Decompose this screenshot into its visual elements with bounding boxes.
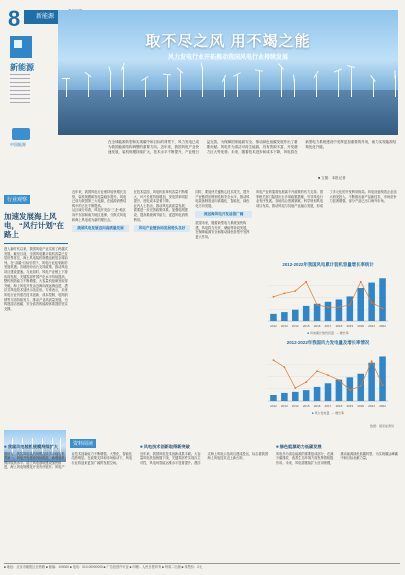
left-article xyxy=(4,188,68,424)
wind-turbine-icon xyxy=(259,71,260,97)
legend-label: 增长率 xyxy=(339,331,349,335)
growth-rate-point xyxy=(349,389,351,391)
x-tick-label: 2021 xyxy=(368,324,375,328)
section-name: 新能源 xyxy=(10,63,34,72)
x-tick-label: 2017 xyxy=(324,324,332,328)
left-article-title: 加速发展海上风电，“风行计划”在路上 xyxy=(4,212,64,239)
wind-turbine-icon xyxy=(66,79,67,97)
x-tick-label: 2015 xyxy=(302,324,310,328)
growth-rate-point xyxy=(283,366,285,368)
chart-bar xyxy=(314,304,321,321)
growth-rate-point xyxy=(338,306,340,308)
legend-label: 增长率 xyxy=(335,411,345,415)
growth-rate-point xyxy=(338,379,340,381)
hero-subtitle: 风力发电行业开拓推动我国风电行业持续发展 xyxy=(167,55,288,61)
hero-title: 取不尽之风 用不竭之能 xyxy=(145,33,311,50)
chart-bar xyxy=(292,310,299,321)
x-tick-label: 2012 xyxy=(270,404,277,408)
chart-bar xyxy=(325,383,332,401)
publication-logo-text: 中国能源 xyxy=(10,142,26,147)
chart-2-title: 2012-2022年我国风力发电量及增长率情况 xyxy=(286,340,370,345)
paragraph: 从区域分布看，风电开发由“三北”地区向中东部和南方地区延伸，分散式风电和海上风电成为新的增长点。 xyxy=(72,208,127,222)
chart-bar xyxy=(336,299,343,321)
x-tick-label: 2019 xyxy=(346,324,354,328)
wind-turbine-icon xyxy=(88,75,89,97)
wind-turbine-icon xyxy=(351,67,352,97)
section-tag: 新能源 xyxy=(24,10,66,24)
paragraph: 在技术层面，风电机组单机容量不断增大，叶片长度持续增加，发电效率明显提升，度电成本显著下降。 xyxy=(133,190,188,204)
chart-bar xyxy=(270,395,277,401)
bottom-article-2-head: ■ 风电技术创新取得新突破 xyxy=(140,445,270,450)
growth-rate-point xyxy=(371,360,373,362)
chart-1-legend: ■ 风电累计装机容量 — 增长率 xyxy=(307,331,349,335)
hero-sea xyxy=(58,90,398,135)
chart-bar xyxy=(379,356,386,401)
left-article-tag: 行业观察 xyxy=(4,195,30,204)
wind-turbine-icon xyxy=(224,79,225,97)
growth-rate-point xyxy=(349,304,351,306)
chart-bar xyxy=(292,392,299,401)
paragraph: 业内人士指出，推动风电高质量发展，需要进一步完善政策体系，加强电网建设，提高系统调节能力，促进风电消纳利用。 xyxy=(133,203,188,222)
chart-1-title: 2012-2022年我国风电累计装机容量增长率统计 xyxy=(282,262,374,267)
wind-turbine-icon xyxy=(316,75,317,97)
growth-rate-point xyxy=(294,387,296,389)
growth-rate-point xyxy=(327,306,329,308)
x-tick-label: 2018 xyxy=(335,404,343,408)
bottom-article-3-body: 风电作为清洁能源的重要组成部分，在减少碳排放、改善生态环境方面发挥着积极作用。未来，风电将继续扩大应用规模，推动能源绿色低碳转型，为实现碳达峰碳中和目标贡献力量。 xyxy=(276,451,398,465)
side-rules xyxy=(10,74,30,106)
turbine-blade-icon xyxy=(62,78,70,79)
chart-1 xyxy=(258,262,398,335)
publication-logo-icon xyxy=(12,128,30,140)
chart-bar xyxy=(270,314,277,321)
sub-heading: 风电产业链协同发展势头良好 xyxy=(134,225,191,232)
x-tick-label: 2017 xyxy=(324,404,332,408)
x-tick-label: 2020 xyxy=(357,324,365,328)
turbine-blade-icon xyxy=(394,70,395,78)
paragraph: 同时，要加快关键核心技术攻关，提升产业链供应链韧性和安全水平，推动风电装备制造业向高端化、智能化、绿色化方向发展。 xyxy=(195,190,250,208)
hero-image xyxy=(58,10,398,135)
turbine-blade-icon xyxy=(108,67,111,75)
chart-2 xyxy=(258,340,398,415)
sub-heading: 深远海风电开发前景广阔 xyxy=(195,211,252,218)
x-tick-label: 2013 xyxy=(281,324,288,328)
chart-bar xyxy=(368,363,375,401)
x-tick-label: 2022 xyxy=(379,404,386,408)
chart-bar xyxy=(303,306,310,321)
chart-bar xyxy=(357,374,364,401)
chart-credit: 数据：国家能源局 xyxy=(370,424,395,428)
legend-label: 风电累计装机容量 xyxy=(310,331,335,335)
chart-bar xyxy=(303,390,310,401)
left-article-body: 进入新时代以来，我国风电产业实现了跨越式发展。截至目前，全国风电累计装机容量已位居世界首位，海上风电装机规模也跃居全球前列。在“双碳”目标引领下，风电行业迎来新的发展机遇。各地纷纷出台支持政策，推动风电项目建设提速。与此同时，风电产业链上下游协同发展，关键零部件国产化水平持续提高，整机制造能力不断增强，大容量机组研发取得突破。海上风电开发由近海向深远海迈进，漂浮式风电技术加快示范应用。专家表示，未来风电行业仍需在技术创新、成本控制、电网消纳等方面持续发力，推动产业高质量发展，为构建清洁低碳、安全高效的能源体系提供坚实支撑。 xyxy=(4,247,68,311)
wind-turbine-icon xyxy=(110,71,111,97)
middle-article xyxy=(72,190,252,422)
growth-rate-point xyxy=(316,370,318,372)
x-tick-label: 2021 xyxy=(368,404,375,408)
chart-2-legend: ■ 风力发电量 — 增长率 xyxy=(311,411,345,415)
chart-1-plot xyxy=(258,270,398,330)
wind-turbine-icon xyxy=(338,71,339,97)
growth-rate-point xyxy=(316,304,318,306)
turbine-blade-icon xyxy=(163,74,171,76)
growth-rate-point xyxy=(360,281,362,283)
bottom-article-3-head: ■ 绿色能源助力低碳发展 xyxy=(276,445,400,450)
right-article: 风电产业的蓬勃发展离不开政策的有力支持。国家相关部门陆续出台多项政策措施，引导风电行业有序发展。各地结合资源禀赋，科学规划风电项目布局，推动风电与其他产业融合发展，形成了多元化的开发利用格局。风电设备制造企业加大研发投入，不断推出新产品新技术，市场竞争力显著增强，部分产品已出口海外市场。 xyxy=(256,190,397,208)
x-tick-label: 2013 xyxy=(281,404,288,408)
chart-bar xyxy=(379,278,386,321)
growth-rate-point xyxy=(371,302,373,304)
section-logo-icon xyxy=(10,36,32,58)
page-footer: ■ 地址：北京市朝阳区北苑路 ■ 邮编：100000 ■ 电话：010-00000000 ■ 广告经营许可证 ■ 印刷：人民日报印务 ■ 每周二出版 ■ 零售价：2元 xyxy=(4,563,400,571)
growth-rate-point xyxy=(273,359,275,361)
chart-2-plot xyxy=(258,348,398,410)
wind-turbine-icon xyxy=(373,79,374,97)
bottom-article-3 xyxy=(276,444,400,556)
bottom-article-1 xyxy=(4,444,134,556)
x-tick-label: 2015 xyxy=(302,404,310,408)
x-tick-label: 2012 xyxy=(270,324,277,328)
growth-rate-point xyxy=(294,290,296,292)
growth-rate-point xyxy=(305,281,307,283)
wind-turbine-icon xyxy=(180,71,181,97)
x-tick-label: 2018 xyxy=(335,324,343,328)
sub-heading: 我国风电发展迈向高质量发展 xyxy=(72,225,129,232)
bottom-article-2 xyxy=(140,444,270,556)
bottom-article-1-head: ■ 我国风电装机规模持续扩大 xyxy=(4,445,134,450)
x-tick-label: 2020 xyxy=(357,404,365,408)
growth-rate-point xyxy=(360,385,362,387)
chart-bar xyxy=(336,380,343,401)
wind-turbine-icon xyxy=(145,79,146,97)
growth-rate-point xyxy=(327,374,329,376)
divider xyxy=(4,243,68,244)
wind-turbine-icon xyxy=(123,67,124,97)
chart-bar xyxy=(281,312,288,321)
chart-bar xyxy=(357,288,364,321)
growth-rate-point xyxy=(382,384,384,386)
x-tick-label: 2014 xyxy=(291,404,299,408)
paragraph: 近年来，我国风电行业保持较快增长态势，装机规模和发电量稳步提升。风电已成为我国第三大电源，在能源消费结构中的占比不断提高。 xyxy=(72,190,127,208)
bottom-tag-label: 资料阅读 xyxy=(70,439,96,448)
x-tick-label: 2014 xyxy=(291,324,299,328)
wind-turbine-icon xyxy=(202,67,203,97)
lead-paragraph: 在全球能源转型和实现碳中和目标的背景下，风力发电已成为我国能源结构调整的重要方向。近年来，我国风电产业快速发展，装机规模持续扩大，技术水平不断提升，产业链日益完善，为保障国家能源安全、推动绿色低碳发展作出了重要贡献。风电作为清洁可再生能源，具有资源丰富、开发潜力巨大等优势。未来，随着技术进步和成本下降，风电将在新型电力系统建设中发挥更加重要的作用，助力实现能源结构优化升级。 xyxy=(108,140,397,154)
growth-rate-point xyxy=(273,296,275,298)
x-tick-label: 2019 xyxy=(346,404,354,408)
chart-bar xyxy=(325,302,332,321)
wind-turbine-icon xyxy=(237,75,238,97)
x-tick-label: 2016 xyxy=(313,404,321,408)
legend-label: 风力发电量 xyxy=(314,411,330,415)
page-number: 8 xyxy=(8,6,21,31)
x-tick-label: 2022 xyxy=(379,324,386,328)
bottom-article-2-body: 近年来，我国风电技术创新成果丰硕。大容量风电机组相继下线，关键零部件实现自主可控，风电场智能运维水平显著提升。漂浮式海上风电示范项目建成投运，标志着我国海上风电技术迈上新台阶。 xyxy=(140,451,269,465)
growth-rate-point xyxy=(283,292,285,294)
wind-turbine-icon xyxy=(167,75,168,97)
x-tick-label: 2016 xyxy=(313,324,321,328)
growth-rate-point xyxy=(305,381,307,383)
chart-bar xyxy=(281,393,288,401)
bottom-article-1-body: 据统计，我国风电装机规模连续多年稳居世界第一。风电开发建设持续推进，新增装机保持较高水平。陆上风电基地建设加快推进，海上风电规模化开发有序展开。风电产业技术创新能力不断增强，大型化、智能化趋势明显。在政策支持和市场驱动下，风电行业将迎来更加广阔的发展空间。 xyxy=(4,451,133,470)
wind-turbine-icon xyxy=(281,67,282,97)
paragraph: 展望未来，随着新型电力系统加快构建，风电将与光伏、储能等协同发展，在保障能源安全和推动绿色转型中发挥更大作用。 xyxy=(195,220,250,239)
chart-bar xyxy=(314,387,321,401)
lead-credit: ■ 文图：本报记者 xyxy=(318,176,346,180)
growth-rate-point xyxy=(382,307,384,309)
